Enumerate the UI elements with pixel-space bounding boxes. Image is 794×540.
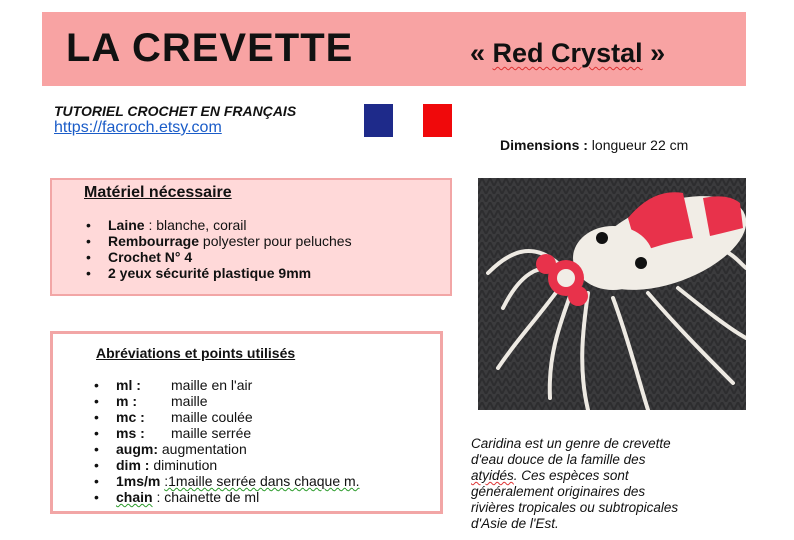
french-flag-icon xyxy=(364,104,452,137)
list-item: • ml : maille en l'air xyxy=(94,377,360,393)
subtitle-close-quote: » xyxy=(650,38,666,68)
dimensions-label: Dimensions : xyxy=(500,137,588,153)
subtitle-text: Red Crystal xyxy=(492,38,643,68)
caption: Caridina est un genre de crevette d'eau douce de la famille des atyidés. Ces espèces sont généralement originaires des rivières tropicales ou subtropicales d'Asie de l'Est. xyxy=(471,436,679,531)
list-item: • 1ms/m :1maille serrée dans chaque m. xyxy=(94,473,360,489)
shrimp-photo xyxy=(478,178,746,410)
tutorial-label: TUTORIEL CROCHET EN FRANÇAIS xyxy=(54,103,297,119)
list-item: • chain : chainette de ml xyxy=(94,489,360,505)
list-item: • Laine : blanche, corail xyxy=(86,217,352,233)
shop-link[interactable]: https://facroch.etsy.com xyxy=(54,119,222,136)
page-title: LA CREVETTE xyxy=(66,26,354,70)
list-item: • Crochet N° 4 xyxy=(86,249,352,265)
list-item: • mc : maille coulée xyxy=(94,409,360,425)
list-item: • augm: augmentation xyxy=(94,441,360,457)
subtitle-open-quote: « xyxy=(470,38,486,68)
dimensions xyxy=(500,137,688,153)
abbreviations-list xyxy=(94,377,360,505)
materials-list xyxy=(86,217,352,281)
list-item: • dim : diminution xyxy=(94,457,360,473)
abbreviations-title: Abréviations et points utilisés xyxy=(96,345,296,361)
list-item: • ms : maille serrée xyxy=(94,425,360,441)
list-item: • 2 yeux sécurité plastique 9mm xyxy=(86,265,352,281)
materials-title: Matériel nécessaire xyxy=(84,184,232,201)
page-subtitle xyxy=(470,38,665,69)
dimensions-value: longueur 22 cm xyxy=(591,137,689,153)
list-item: • m : maille xyxy=(94,393,360,409)
list-item: • Rembourrage polyester pour peluches xyxy=(86,233,352,249)
